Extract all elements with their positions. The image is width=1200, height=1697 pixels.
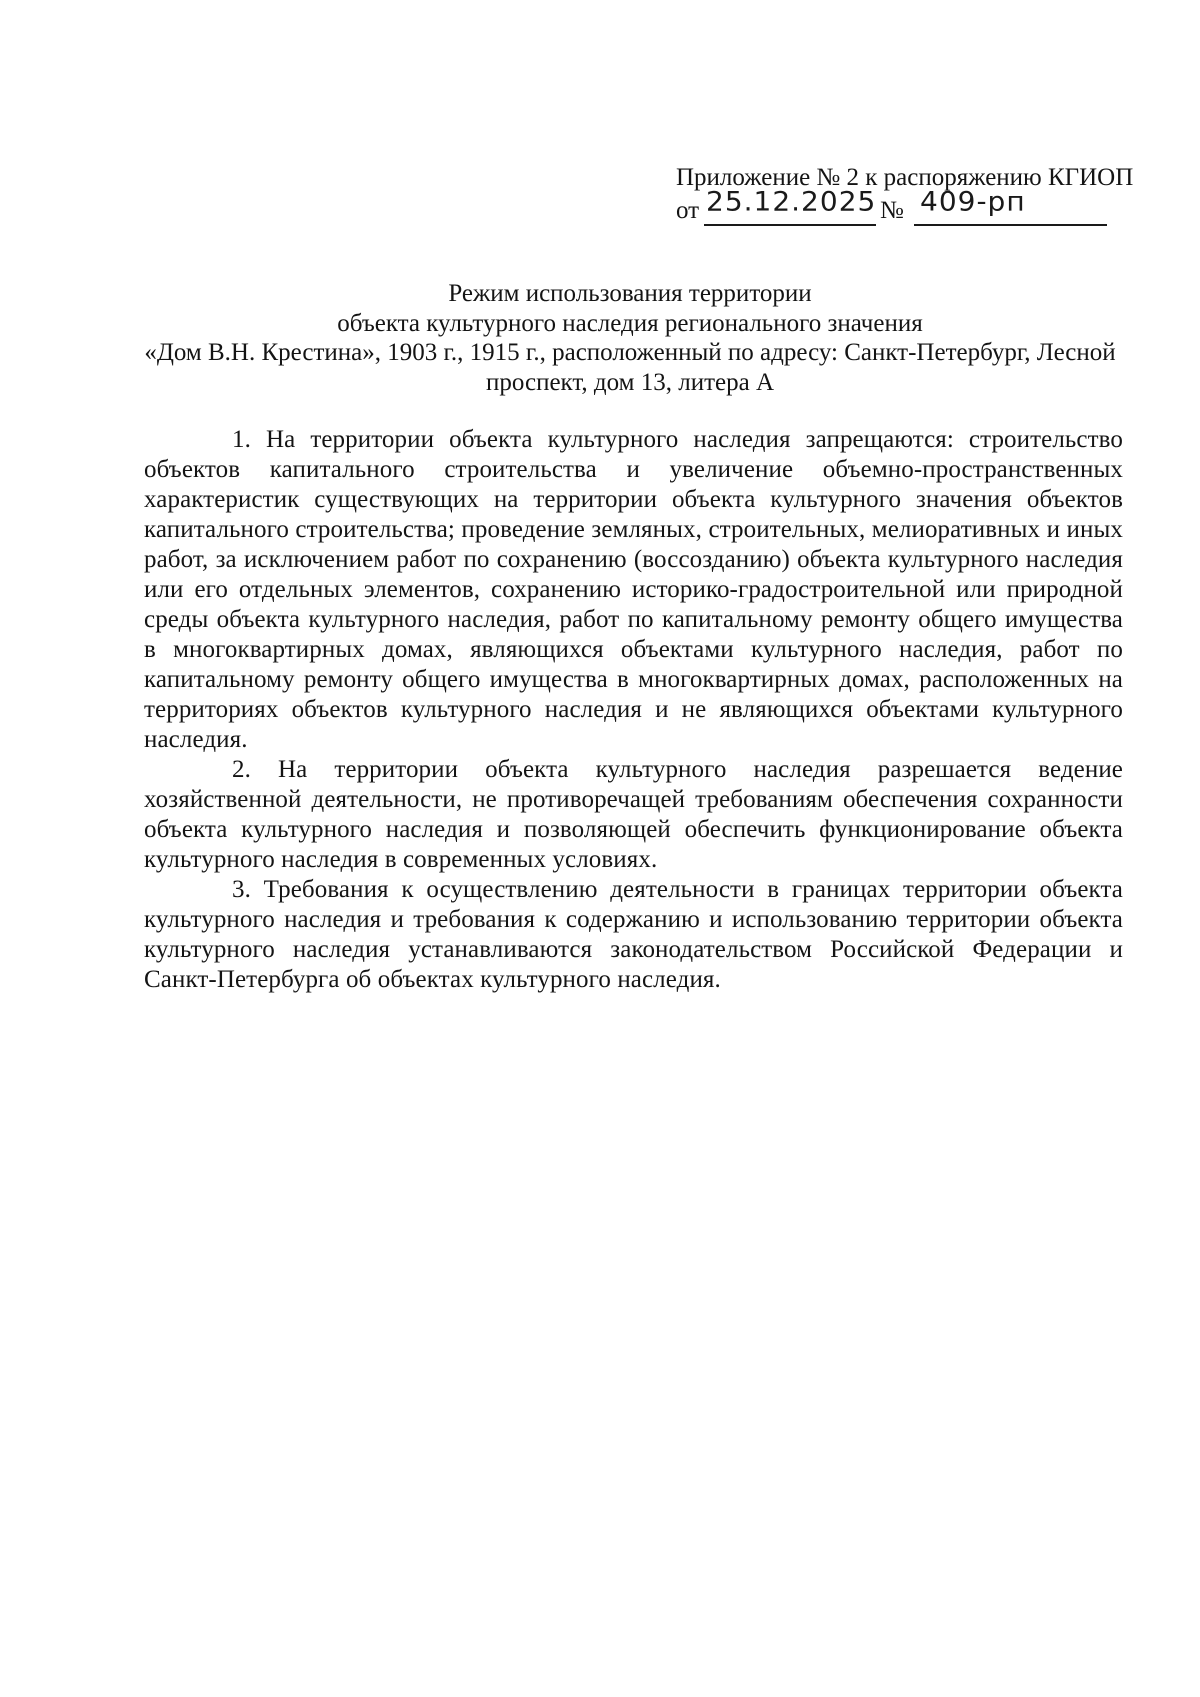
title-line-1: Режим использования территории	[448, 280, 812, 307]
document-title	[140, 279, 1120, 397]
paragraph-3: 3. Требования к осуществлению деятельности в границах территории объекта культурного наследия и требования к содержанию и использованию территории объекта культурного наследия устанавливаются законодательством Российской Федерации и Санкт-Петербурга об объектах культурного наследия.	[144, 876, 1123, 993]
from-label: от	[676, 197, 700, 224]
annex-header	[676, 163, 1136, 230]
handwritten-number: 409-рп	[920, 185, 1026, 218]
title-line-4: проспект, дом 13, литера А	[485, 368, 775, 396]
number-sign: №	[880, 197, 904, 224]
handwritten-date: 25.12.2025	[706, 185, 877, 218]
document-body	[144, 425, 1123, 995]
title-line-3: «Дом В.Н. Крестина», 1903 г., 1915 г., расположенный по адресу: Санкт-Петербург, Лесной	[144, 339, 1116, 366]
number-underline	[914, 224, 1107, 226]
paragraph-2: 2. На территории объекта культурного наследия разрешается ведение хозяйственной деятельности, не противоречащей требованиям обеспечения сохранности объекта культурного наследия и позволяющей обеспечить функционирование объекта культурного наследия в современных условиях.	[144, 756, 1123, 873]
date-underline	[704, 224, 876, 226]
annex-title: Приложение № 2 к распоряжению КГИОП	[676, 164, 1134, 191]
annex-date-number-line	[676, 185, 1136, 230]
paragraph-1: 1. На территории объекта культурного наследия запрещаются: строительство объектов капитального строительства и увеличение объемно-пространственных характеристик существующих на территории объекта культурного значения объектов капитального строительства; проведение земляных, строительных, мелиоративных и иных работ, за исключением работ по сохранению (воссозданию) объекта культурного наследия или его отдельных элементов, сохранению историко-градостроительной или природной среды объекта культурного наследия, работ по капитальному ремонту общего имущества в многоквартирных домах, являющихся объектами культурного наследия, работ по капитальному ремонту общего имущества в многоквартирных домах, расположенных на территориях объектов культурного наследия и не являющихся объектами культурного наследия.	[144, 426, 1123, 753]
title-line-2: объекта культурного наследия регионального значения	[337, 309, 923, 337]
